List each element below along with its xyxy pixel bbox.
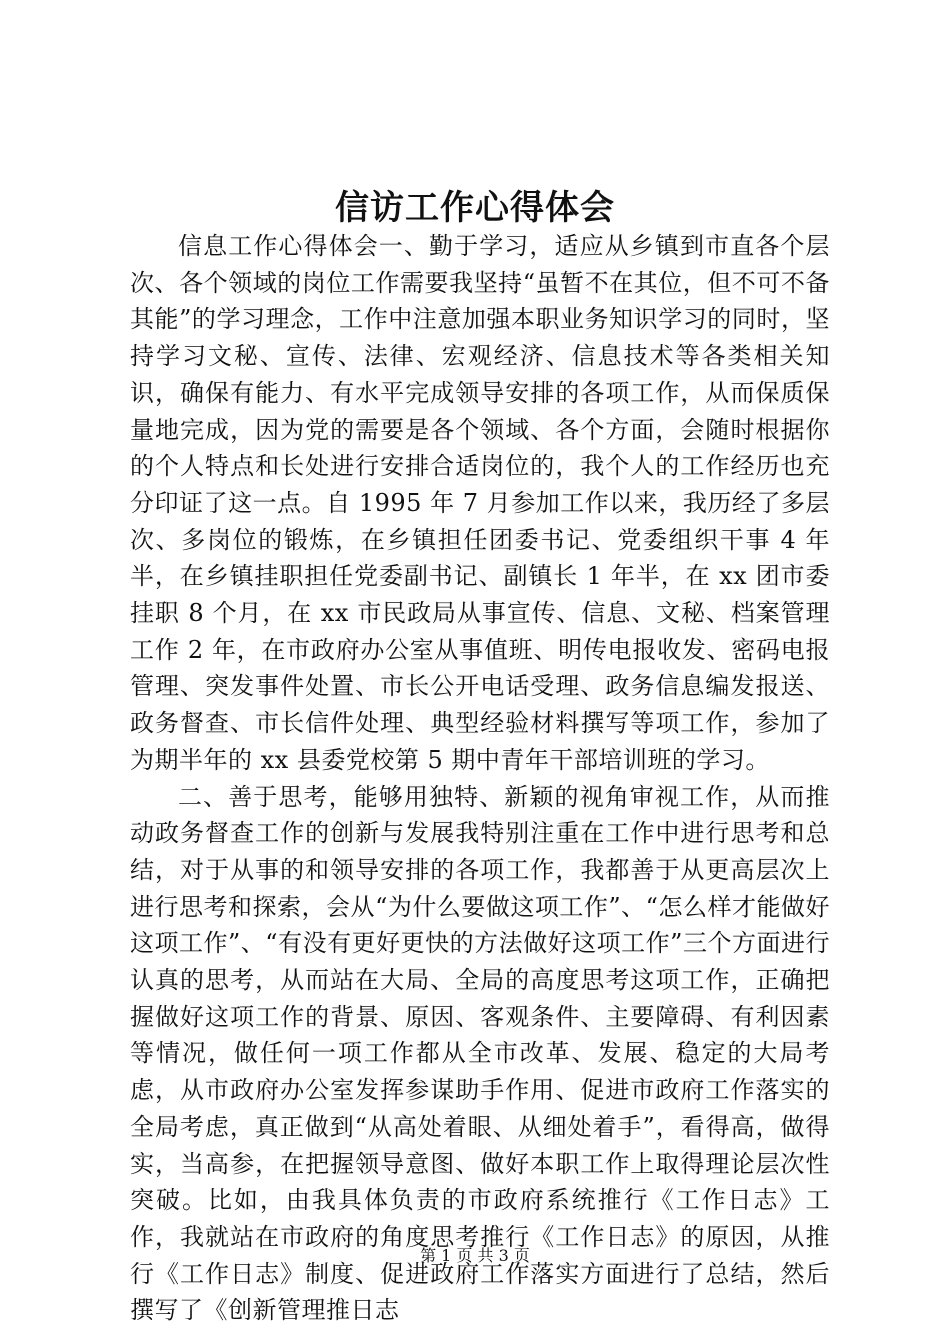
page-footer: 第 1 页 共 3 页 (420, 1246, 530, 1265)
paragraph-1: 信息工作心得体会一、勤于学习，适应从乡镇到市直各个层次、各个领域的岗位工作需要我坚持“虽暂不在其位，但不可不备其能”的学习理念，工作中注意加强本职业务知识学习的同时，坚持学习文秘、宣传、法律、宏观经济、信息技术等各类相关知识，确保有能力、有水平完成领导安排的各项工作，从而保质保量地完成，因为党的需要是各个领域、各个方面，会随时根据你的个人特点和长处进行安排合适岗位的，我个人的工作经历也充分印证了这一点。自 1995 年 7 月参加工作以来，我历经了多层次、多岗位的锻炼，在乡镇担任团委书记、党委组织干事 4 年半，在乡镇挂职担任党委副书记、副镇长 1 年半，在 xx 团市委挂职 8 个月，在 xx 市民政局从事宣传、信息、文秘、档案管理工作 2 年，在市政府办公室从事值班、明传电报收发、密码电报管理、突发事件处置、市长公开电话受理、政务信息编发报送、政务督查、市长信件处理、典型经验材料撰写等项工作，参加了为期半年的 xx 县委党校第 5 期中青年干部培训班的学习。 (130, 232, 830, 774)
document-title: 信访工作心得体会 (335, 188, 615, 228)
paragraph-2: 二、善于思考，能够用独特、新颖的视角审视工作，从而推动政务督查工作的创新与发展我特别注重在工作中进行思考和总结，对于从事的和领导安排的各项工作，我都善于从更高层次上进行思考和探索，会从“为什么要做这项工作”、“怎么样才能做好这项工作”、“有没有更好更快的方法做好这项工作”三个方面进行认真的思考，从而站在大局、全局的高度思考这项工作，正确把握做好这项工作的背景、原因、客观条件、主要障碍、有利因素等情况，做任何一项工作都从全市改革、发展、稳定的大局考虑，从市政府办公室发挥参谋助手作用、促进市政府工作落实的全局考虑，真正做到“从高处着眼、从细处着手”，看得高，做得实，当高参，在把握领导意图、做好本职工作上取得理论层次性突破。比如，由我具体负责的市政府系统推行《工作日志》工作，我就站在市政府的角度思考推行《工作日志》的原因，从推行《工作日志》制度、促进政府工作落实方面进行了总结，然后撰写了《创新管理推日志 (130, 782, 830, 1325)
document-body (130, 228, 830, 1329)
